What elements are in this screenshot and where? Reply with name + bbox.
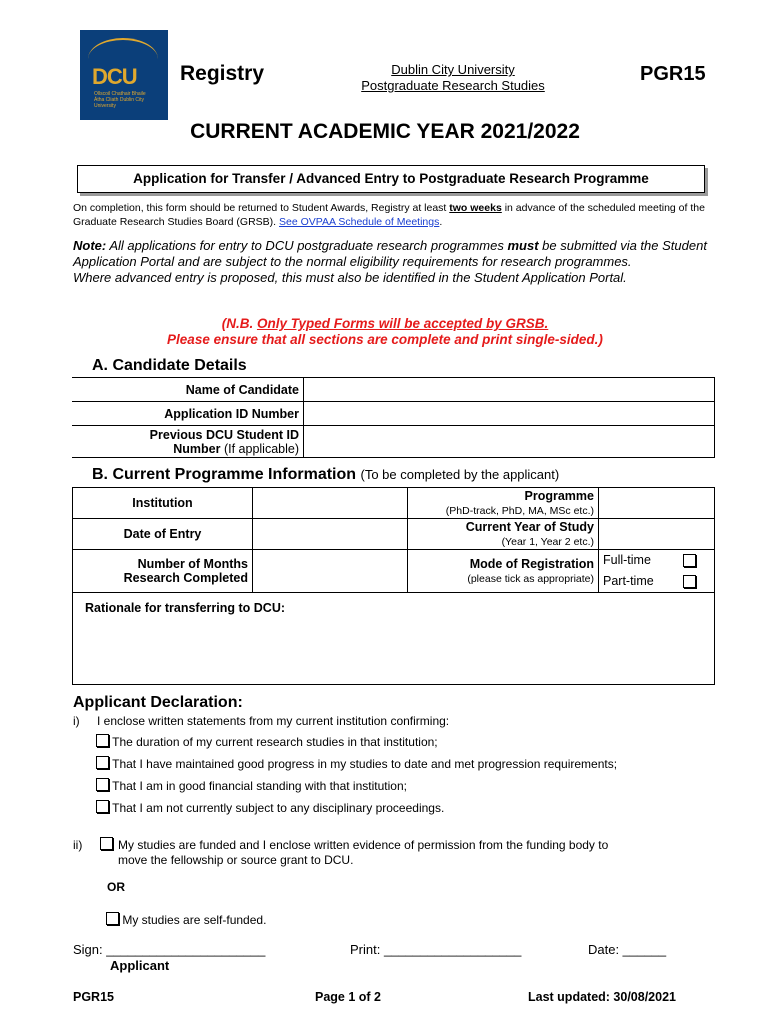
mode-note: (please tick as appropriate) — [467, 572, 594, 585]
rationale-label: Rationale for transferring to DCU: — [85, 601, 286, 615]
institution-label: Institution — [73, 488, 253, 519]
self-funded-text: My studies are self-funded. — [122, 913, 267, 927]
decl-ii-number: ii) — [73, 838, 83, 852]
funded-line-1: My studies are funded and I enclose written evidence of permission from the funding body to — [118, 838, 609, 852]
page-title: CURRENT ACADEMIC YEAR 2021/2022 — [190, 120, 580, 143]
department-name: Postgraduate Research Studies — [361, 78, 545, 93]
prev-id-line-1: Previous DCU Student ID — [149, 427, 299, 442]
note-line-2: Where advanced entry is proposed, this must also be identified in the Student Application Portal. — [73, 270, 627, 285]
prev-student-id-field[interactable] — [304, 426, 715, 458]
decl-item-3 — [96, 778, 407, 794]
part-time-option[interactable] — [603, 571, 710, 592]
note-text: All applications for entry to DCU postgraduate research programmes — [106, 238, 508, 253]
dcu-logo — [80, 30, 168, 120]
date-line[interactable]: Date: ______ — [588, 942, 667, 957]
current-year-label — [408, 519, 599, 550]
university-name: Dublin City University — [391, 62, 515, 77]
section-b-note: (To be completed by the applicant) — [360, 467, 560, 482]
decl-item-1-checkbox[interactable] — [96, 734, 109, 747]
note-label: Note: — [73, 238, 107, 253]
application-id-field[interactable] — [304, 402, 715, 426]
part-time-label: Part-time — [603, 574, 654, 588]
programme-note: (PhD-track, PhD, MA, MSc etc.) — [445, 504, 594, 517]
intro-text-3: . — [439, 216, 443, 228]
footer-updated: Last updated: 30/08/2021 — [528, 990, 676, 1004]
intro-text-2: in advance of the scheduled meeting of the Graduate Research Studies Board (GRSB). — [73, 202, 705, 228]
name-label: Name of Candidate — [72, 378, 304, 402]
declaration-heading: Applicant Declaration: — [73, 694, 243, 711]
footer-code: PGR15 — [73, 990, 114, 1004]
registry-title: Registry — [180, 62, 265, 85]
full-time-checkbox[interactable] — [683, 554, 696, 567]
current-year-note: (Year 1, Year 2 etc.) — [501, 535, 594, 548]
current-year-field[interactable] — [599, 519, 715, 550]
intro-bold: two weeks — [449, 202, 502, 214]
funded-line-2: move the fellowship or source grant to DCU. — [118, 853, 354, 867]
form-title-box: Application for Transfer / Advanced Entry to Postgraduate Research Programme — [77, 165, 705, 193]
sign-line[interactable]: Sign: ______________________ — [73, 942, 266, 957]
full-time-label: Full-time — [603, 553, 651, 567]
months-line-2: Research Completed — [123, 571, 248, 585]
decl-item-1-text: The duration of my current research studies in that institution; — [112, 735, 438, 749]
mode-title: Mode of Registration — [469, 556, 594, 571]
note-paragraph — [73, 238, 723, 286]
decl-item-4-checkbox[interactable] — [96, 800, 109, 813]
section-a-heading: A. Candidate Details — [92, 357, 247, 374]
decl-item-4 — [96, 800, 444, 816]
months-research-field[interactable] — [253, 550, 408, 593]
prev-id-note: (If applicable) — [223, 441, 299, 456]
university-block — [338, 62, 568, 94]
note-must: must — [507, 238, 539, 253]
funded-checkbox-row — [100, 837, 113, 853]
applicant-label: Applicant — [110, 958, 170, 973]
intro-paragraph — [73, 201, 713, 229]
note-text-2: be submitted via the Student Application Portal and are subject to the normal eligibility requirements for research programmes. — [73, 238, 707, 269]
decl-item-4-text: That I am not currently subject to any disciplinary proceedings. — [112, 801, 445, 815]
mode-label — [408, 550, 599, 593]
months-line-1: Number of Months — [137, 557, 248, 571]
current-year-title: Current Year of Study — [465, 519, 594, 534]
part-time-checkbox[interactable] — [683, 575, 696, 588]
decl-item-2 — [96, 756, 617, 772]
candidate-details-table — [72, 377, 715, 458]
decl-item-1 — [96, 734, 438, 750]
nb-prefix: (N.B. — [221, 316, 257, 331]
name-field[interactable] — [304, 378, 715, 402]
nb-underlined: Only Typed Forms will be accepted by GRSB. — [256, 316, 549, 331]
institution-field[interactable] — [253, 488, 408, 519]
full-time-option[interactable] — [603, 550, 710, 571]
ovpaa-schedule-link[interactable]: See OVPAA Schedule of Meetings — [279, 216, 440, 228]
programme-info-table — [72, 487, 715, 685]
nb-line-2: Please ensure that all sections are complete and print single-sided.) — [167, 332, 603, 347]
footer-page: Page 1 of 2 — [315, 990, 381, 1004]
date-of-entry-field[interactable] — [253, 519, 408, 550]
section-b-title: B. Current Programme Information — [92, 466, 357, 483]
intro-text: On completion, this form should be returned to Student Awards, Registry at least — [73, 202, 450, 214]
self-funded-row — [106, 912, 266, 928]
print-line[interactable]: Print: ___________________ — [350, 942, 522, 957]
nb-warning — [0, 316, 770, 348]
funded-text — [118, 838, 678, 868]
funded-checkbox[interactable] — [100, 837, 113, 850]
programme-field[interactable] — [599, 488, 715, 519]
programme-title: Programme — [524, 488, 594, 503]
logo-mark: DCU — [92, 64, 137, 89]
logo-subtext: Ollscoil Chathair Bhaile Átha Cliath Dublin City University — [94, 91, 146, 109]
rationale-field[interactable] — [73, 593, 715, 685]
application-id-label: Application ID Number — [72, 402, 304, 426]
decl-item-2-text: That I have maintained good progress in my studies to date and met progression requirements; — [112, 757, 618, 771]
or-label: OR — [107, 880, 125, 894]
prev-student-id-label — [72, 426, 304, 458]
decl-item-3-text: That I am in good financial standing with that institution; — [112, 779, 407, 793]
prev-id-line-2: Number — [173, 441, 221, 456]
decl-i-text: I enclose written statements from my current institution confirming: — [97, 714, 450, 728]
decl-item-3-checkbox[interactable] — [96, 778, 109, 791]
mode-options — [599, 550, 715, 593]
form-code: PGR15 — [640, 63, 706, 85]
decl-i-number: i) — [73, 714, 80, 728]
self-funded-checkbox[interactable] — [106, 912, 119, 925]
date-of-entry-label: Date of Entry — [73, 519, 253, 550]
section-b-heading — [92, 466, 559, 484]
programme-label — [408, 488, 599, 519]
months-research-label — [73, 550, 253, 593]
decl-item-2-checkbox[interactable] — [96, 756, 109, 769]
